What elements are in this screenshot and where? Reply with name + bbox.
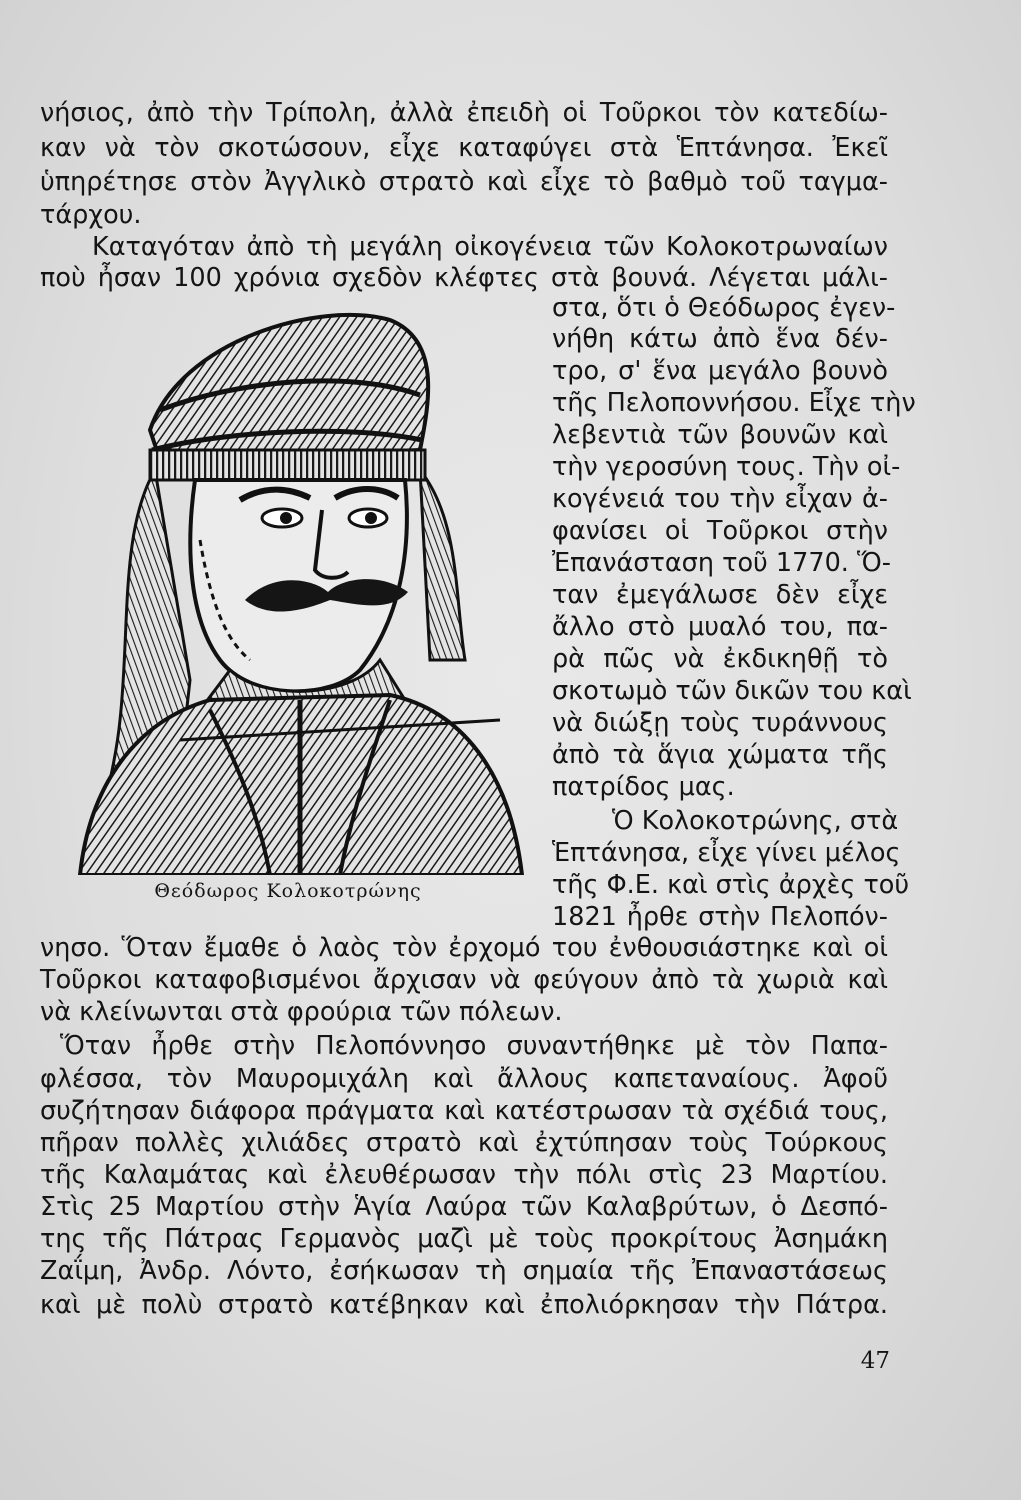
text-line: φλέσσα, τὸν Μαυρομιχάλη καὶ ἄλλους καπεταναίους. Ἀφοῦ — [40, 1064, 888, 1094]
text-line: νήσιος, ἀπὸ τὴν Τρίπολη, ἀλλὰ ἐπειδὴ οἱ Τοῦρκοι τὸν κατεδίω- — [40, 98, 888, 128]
text-line: νὰ διώξῃ τοὺς τυράννους — [552, 708, 888, 738]
text-line: τρο, σ' ἕνα μεγάλο βουνὸ — [552, 356, 888, 386]
text-line: πῆραν πολλὲς χιλιάδες στρατὸ καὶ ἐχτύπησαν τοὺς Τούρκους — [40, 1128, 888, 1158]
text-line: φανίσει οἱ Τοῦρκοι στὴν — [552, 516, 888, 546]
text-line: ἄλλο στὸ μυαλό του, πα- — [552, 612, 888, 642]
page-number: 47 — [860, 1348, 890, 1374]
text-line: πατρίδος μας. — [552, 772, 735, 802]
text-line: Ὅταν ἦρθε στὴν Πελοπόννησο συναντήθηκε μὲ τὸν Παπα- — [60, 1031, 888, 1061]
text-line: Ὁ Κολοκοτρώνης, στὰ — [612, 806, 899, 836]
text-line: νησο. Ὅταν ἔμαθε ὁ λαὸς τὸν ἐρχομό του ἐνθουσιάστηκε καὶ οἱ — [40, 933, 888, 963]
text-line: 1821 ἦρθε στὴν Πελοπόν- — [552, 902, 888, 932]
text-line: τῆς Πελοποννήσου. Εἶχε τὴν — [552, 388, 916, 418]
text-line: στα, ὅτι ὁ Θεόδωρος ἐγεν- — [552, 293, 896, 323]
text-line: λεβεντιὰ τῶν βουνῶν καὶ — [552, 420, 888, 450]
text-line: ἀπὸ τὰ ἅγια χώματα τῆς — [552, 740, 888, 770]
text-line: νήθη κάτω ἀπὸ ἕνα δέν- — [552, 324, 888, 354]
text-line: ταν ἐμεγάλωσε δὲν εἶχε — [552, 580, 888, 610]
portrait-caption: Θεόδωρος Κολοκοτρώνης — [154, 880, 422, 902]
text-line: κογένειά του τὴν εἶχαν ἀ- — [552, 484, 888, 514]
text-line: τῆς Φ.Ε. καὶ στὶς ἀρχὲς τοῦ — [552, 870, 910, 900]
text-line: τάρχου. — [40, 200, 142, 230]
text-line: συζήτησαν διάφορα πράγματα καὶ κατέστρωσαν τὰ σχέδιά τους, — [40, 1096, 888, 1126]
text-line: Στὶς 25 Μαρτίου στὴν Ἁγία Λαύρα τῶν Καλαβρύτων, ὁ Δεσπό- — [40, 1192, 888, 1222]
text-line: Τοῦρκοι καταφοβισμένοι ἄρχισαν νὰ φεύγουν ἀπὸ τὰ χωριὰ καὶ — [40, 965, 888, 995]
text-line: καν νὰ τὸν σκοτώσουν, εἶχε καταφύγει στὰ Ἑπτάνησα. Ἐκεῖ — [40, 133, 888, 163]
text-line: ὑπηρέτησε στὸν Ἀγγλικὸ στρατὸ καὶ εἶχε τὸ βαθμὸ τοῦ ταγμα- — [40, 167, 888, 197]
text-line: της τῆς Πάτρας Γερμανὸς μαζὶ μὲ τοὺς προκρίτους Ἀσημάκη — [40, 1224, 888, 1254]
text-line: ποὺ ἦσαν 100 χρόνια σχεδὸν κλέφτες στὰ βουνά. Λέγεται μάλι- — [40, 263, 888, 293]
text-line: Ζαΐμη, Ἀνδρ. Λόντο, ἐσήκωσαν τὴ σημαία τῆς Ἐπαναστάσεως — [40, 1256, 888, 1286]
text-line: Ἑπτάνησα, εἶχε γίνει μέλος — [552, 838, 901, 868]
portrait-engraving — [60, 300, 530, 875]
text-line: νὰ κλείνωνται στὰ φρούρια τῶν πόλεων. — [40, 997, 563, 1027]
text-line: καὶ μὲ πολὺ στρατὸ κατέβηκαν καὶ ἐπολιόρκησαν τὴν Πάτρα. — [40, 1290, 888, 1320]
text-line: τὴν γεροσύνη τους. Τὴν οἰ- — [552, 452, 901, 482]
text-line: Καταγόταν ἀπὸ τὴ μεγάλη οἰκογένεια τῶν Κολοκοτρωναίων — [92, 232, 888, 262]
text-line: σκοτωμὸ τῶν δικῶν του καὶ — [552, 676, 912, 706]
text-line: τῆς Καλαμάτας καὶ ἐλευθέρωσαν τὴν πόλι στὶς 23 Μαρτίου. — [40, 1160, 888, 1190]
text-line: Ἐπανάσταση τοῦ 1770. Ὅ- — [552, 548, 891, 578]
text-line: ρὰ πῶς νὰ ἐκδικηθῇ τὸ — [552, 644, 888, 674]
